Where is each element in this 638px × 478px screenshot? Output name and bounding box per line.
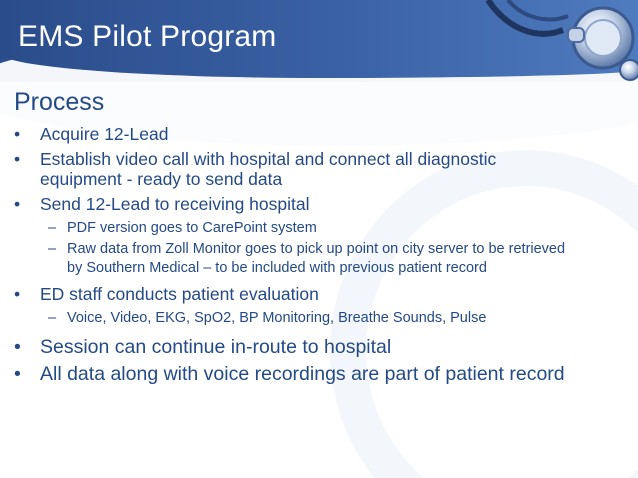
sub-list-item <box>48 240 574 278</box>
stethoscope-image <box>468 0 638 90</box>
list-item <box>14 149 574 189</box>
list-item-text: Establish video call with hospital and connect all diagnostic equipment - ready to send data <box>40 149 497 189</box>
bullet-list <box>14 124 574 390</box>
list-item-text: ED staff conducts patient evaluation <box>40 284 319 304</box>
sub-list-item-text: PDF version goes to CarePoint system <box>67 220 317 236</box>
list-item-text: All data along with voice recordings are part of patient record <box>40 363 565 385</box>
dash-marker: – <box>48 220 57 236</box>
slide-title: EMS Pilot Program <box>18 20 277 53</box>
list-item <box>14 284 574 304</box>
list-item <box>14 363 574 385</box>
list-item-text: Acquire 12-Lead <box>40 124 169 144</box>
dash-marker: – <box>48 310 57 326</box>
sub-list-item <box>48 219 574 238</box>
bullet-marker: • <box>14 363 21 385</box>
slide-subheading: Process <box>14 88 105 116</box>
bullet-marker: • <box>14 336 21 358</box>
sub-list-item-text: Raw data from Zoll Monitor goes to pick up point on city server to be retrieved by Southern Medical – to be included with previous patient record <box>67 241 566 276</box>
list-item-text: Session can continue in-route to hospital <box>40 336 392 358</box>
bullet-marker: • <box>14 149 21 169</box>
list-item <box>14 194 574 214</box>
sub-list-item-text: Voice, Video, EKG, SpO2, BP Monitoring, Breathe Sounds, Pulse <box>67 310 487 326</box>
list-item <box>14 124 574 144</box>
bullet-marker: • <box>14 124 21 144</box>
sub-list-item <box>48 309 574 328</box>
bullet-marker: • <box>14 284 21 304</box>
list-item <box>14 336 574 358</box>
dash-marker: – <box>48 241 57 257</box>
list-item-text: Send 12-Lead to receiving hospital <box>40 194 310 214</box>
bullet-marker: • <box>14 194 21 214</box>
